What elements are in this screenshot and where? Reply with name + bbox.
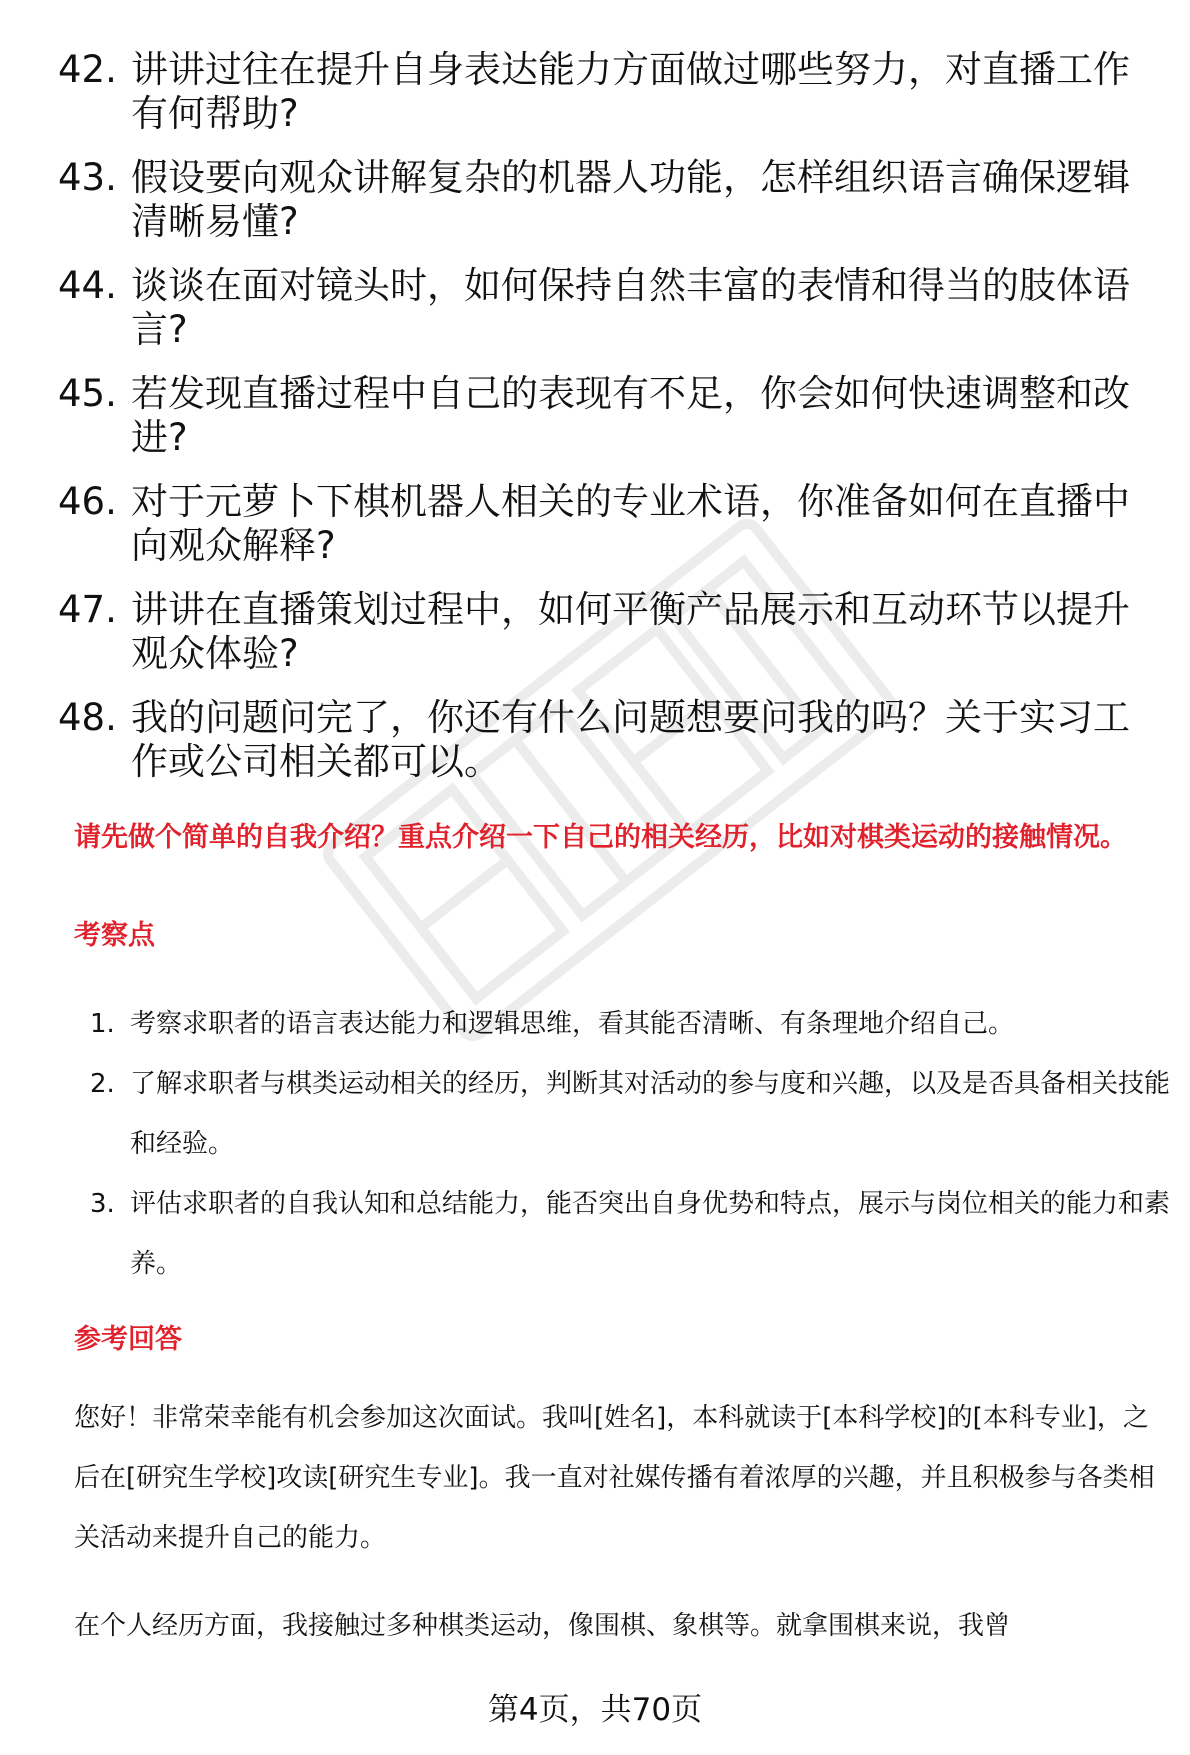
point-text: 考察求职者的语言表达能力和逻辑思维，看其能否清晰、有条理地介绍自己。 [130,1009,1015,1039]
question-text: 讲讲过往在提升自身表达能力方面做过哪些努力，对直播工作有何帮助? [131,48,1130,135]
question-text: 对于元萝卜下棋机器人相关的专业术语，你准备如何在直播中向观众解释? [131,480,1130,567]
question-item [58,264,1163,352]
answer-label: 参考回答 [74,1324,182,1355]
point-item [90,1174,1170,1294]
question-number: 45. [58,372,117,415]
question-text: 若发现直播过程中自己的表现有不足，你会如何快速调整和改进? [131,372,1130,459]
question-text: 谈谈在面对镜头时，如何保持自然丰富的表情和得当的肢体语言? [131,264,1130,351]
answer-paragraph: 在个人经历方面，我接触过多种棋类运动，像围棋、象棋等。就拿围棋来说，我曾 [74,1611,1011,1641]
point-number: 2. [90,1069,115,1099]
answer-paragraph: 您好！非常荣幸能有机会参加这次面试。我叫[姓名]，本科就读于[本科学校]的[本科专业]，之后在[研究生学校]攻读[研究生专业]。我一直对社媒传播有着浓厚的兴趣，并且积极参与各类相关活动来提升自己的能力。 [74,1403,1155,1553]
point-number: 3. [90,1189,115,1219]
point-item [90,1054,1170,1174]
question-number: 44. [58,264,117,307]
point-text: 评估求职者的自我认知和总结能力，能否突出自身优势和特点，展示与岗位相关的能力和素养。 [130,1189,1171,1279]
question-number: 48. [58,696,117,739]
question-item [58,696,1163,784]
point-item [90,994,1170,1054]
section-question-heading: 请先做个简单的自我介绍？重点介绍一下自己的相关经历，比如对棋类运动的接触情况。 [74,822,1127,853]
points-label: 考察点 [74,920,155,951]
point-number: 1. [90,1009,115,1039]
points-list [90,994,1170,1294]
question-item [58,156,1163,244]
question-item [58,48,1163,136]
question-item [58,480,1163,568]
page-footer: 第4页，共70页 [487,1692,703,1728]
question-item [58,372,1163,460]
question-text: 假设要向观众讲解复杂的机器人功能，怎样组织语言确保逻辑清晰易懂? [131,156,1130,243]
question-number: 47. [58,588,117,631]
question-number: 42. [58,48,117,91]
question-number: 43. [58,156,117,199]
question-number: 46. [58,480,117,523]
question-text: 我的问题问完了，你还有什么问题想要问我的吗？关于实习工作或公司相关都可以。 [131,696,1130,783]
question-list [58,48,1163,804]
point-text: 了解求职者与棋类运动相关的经历，判断其对活动的参与度和兴趣，以及是否具备相关技能和经验。 [130,1069,1171,1159]
question-text: 讲讲在直播策划过程中，如何平衡产品展示和互动环节以提升观众体验? [131,588,1130,675]
question-item [58,588,1163,676]
